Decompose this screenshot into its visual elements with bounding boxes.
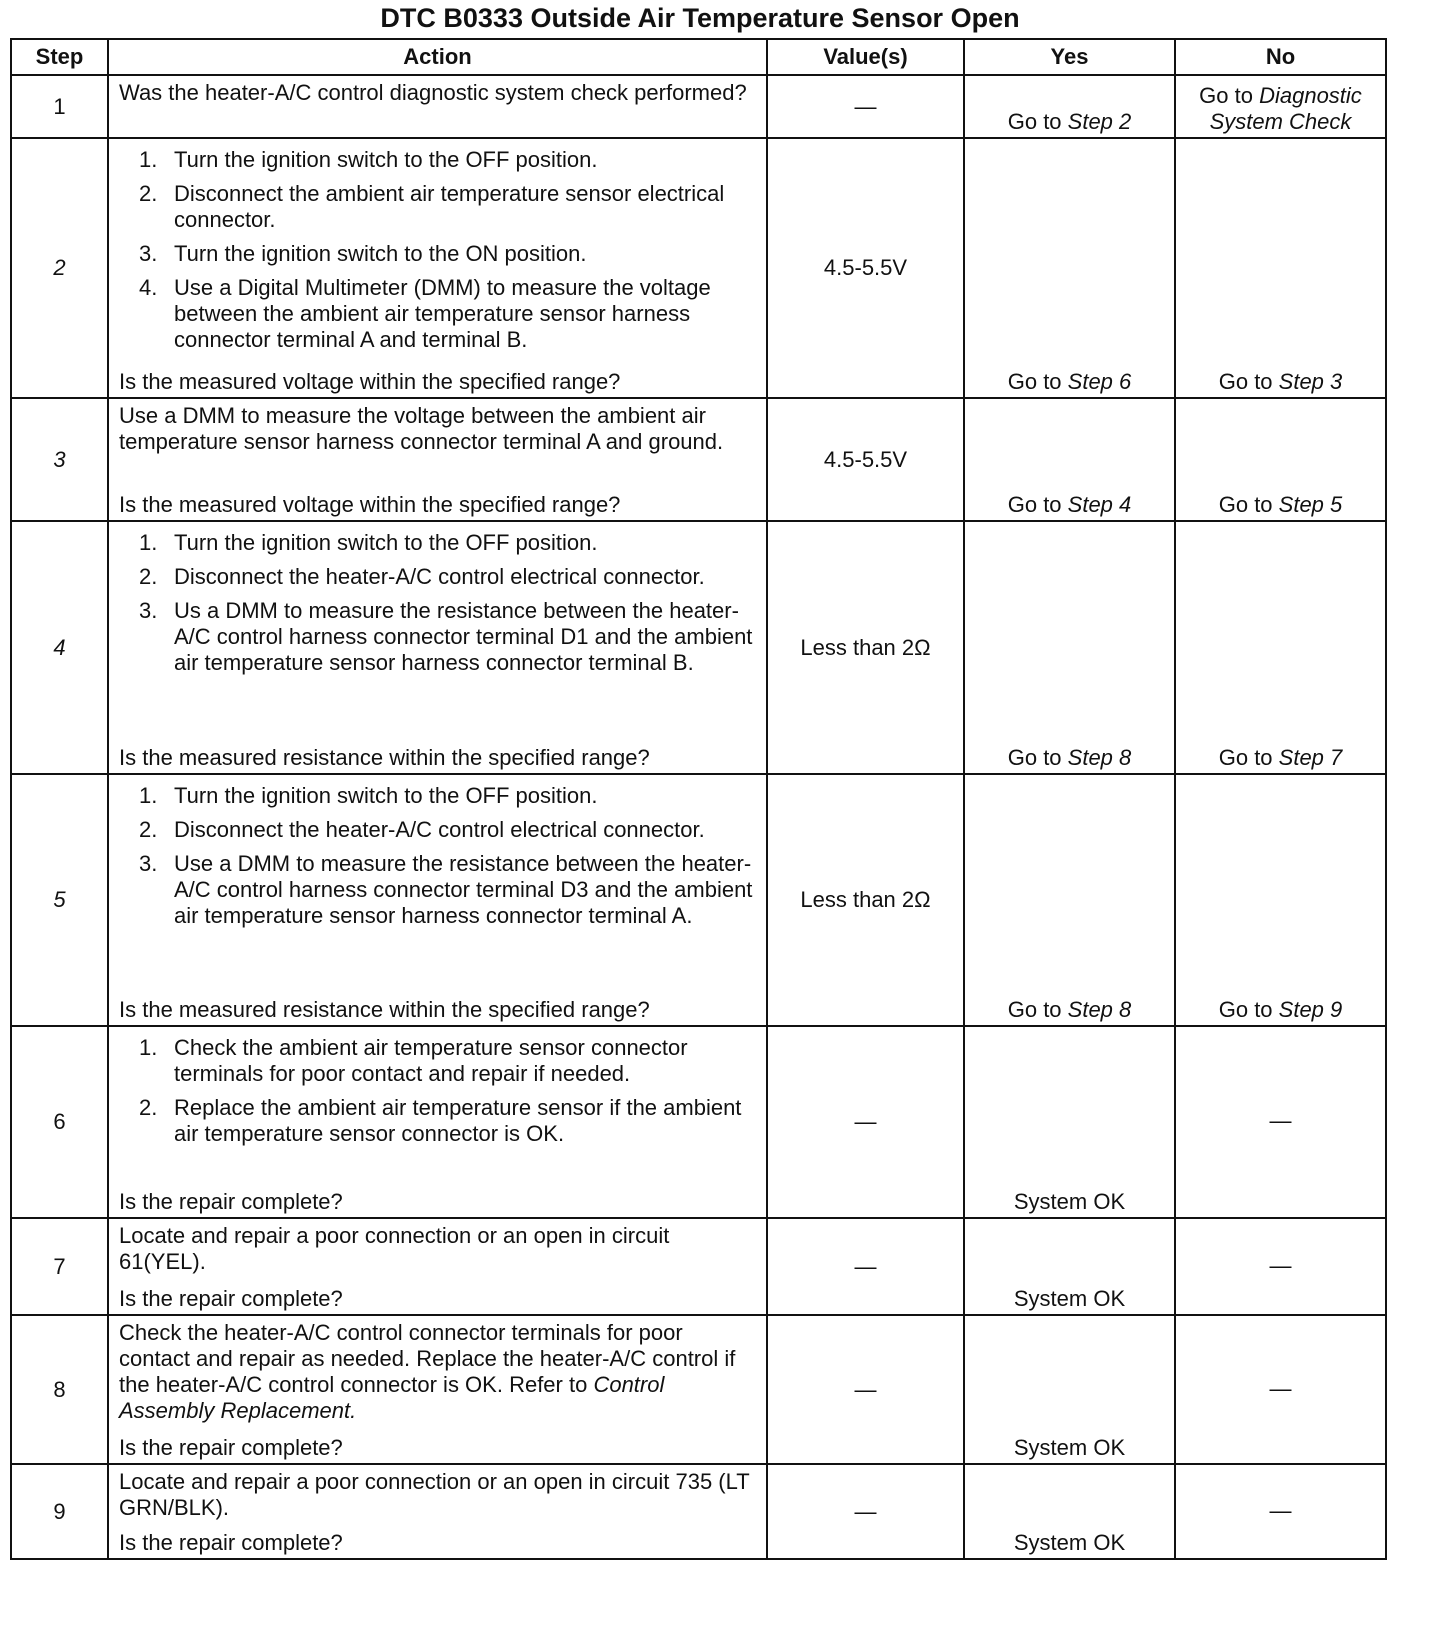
action-question: Is the measured voltage within the specified range? [119,369,621,394]
no-cell [1175,521,1386,774]
action-cell [108,75,767,138]
header-values: Value(s) [767,39,964,75]
no-text: Go to [1218,369,1279,394]
header-row [11,39,1386,75]
action-step-item [119,241,756,267]
item-number: 1. [139,147,158,172]
item-number: 4. [139,275,158,300]
item-text: Us a DMM to measure the resistance between the heater-A/C control harness connector terminal D1 and the ambient air temperature sensor harness connector terminal B. [174,598,753,675]
item-number: 2. [139,181,158,206]
no-text: — [1269,1375,1292,1401]
action-paragraph [119,1320,756,1424]
action-text: Use a DMM to measure the voltage between the ambient air temperature sensor harness connector terminal A and ground. [119,403,724,454]
no-text: — [1269,1497,1292,1523]
table-row [11,1026,1386,1218]
action-instructions [119,1031,756,1155]
action-cell [108,521,767,774]
no-text: — [1269,1252,1292,1278]
action-cell [108,1218,767,1315]
item-text: Turn the ignition switch to the ON position. [174,241,587,266]
action-step-item [119,817,756,843]
step-number: 2 [11,138,108,398]
action-text: Locate and repair a poor connection or an open in circuit 61(YEL). [119,1223,670,1274]
table-row [11,1464,1386,1559]
yes-cell [964,138,1175,398]
action-step-item [119,851,756,929]
action-content [119,403,756,518]
yes-reference[interactable]: Step 4 [1067,492,1132,517]
item-text: Replace the ambient air temperature sensor if the ambient air temperature sensor connector is OK. [174,1095,742,1146]
item-number: 2. [139,817,158,842]
action-content [119,143,756,395]
yes-cell [964,1026,1175,1218]
action-step-item [119,147,756,173]
table-row [11,138,1386,398]
yes-reference[interactable]: Step 6 [1067,369,1132,394]
action-question: Is the repair complete? [119,1530,343,1555]
action-text: Locate and repair a poor connection or an open in circuit 735 (LT GRN/BLK). [119,1469,750,1520]
yes-reference[interactable]: Step 2 [1067,109,1132,134]
action-content [119,80,756,135]
action-instructions [119,1223,756,1275]
action-step-item [119,1095,756,1147]
no-text: Go to [1199,83,1260,108]
header-no: No [1175,39,1386,75]
no-cell [1175,398,1386,521]
value-cell: Less than 2Ω [767,774,964,1026]
action-instructions [119,80,756,106]
no-cell [1175,138,1386,398]
no-reference[interactable]: Step 7 [1278,745,1343,770]
item-text: Check the ambient air temperature sensor connector terminals for poor contact and repair if needed. [174,1035,688,1086]
item-number: 1. [139,1035,158,1060]
action-paragraph [119,1469,756,1521]
value-cell: 4.5-5.5V [767,398,964,521]
action-reference: Control Assembly Replacement. [119,1372,665,1423]
no-reference[interactable]: Step 5 [1278,492,1343,517]
header-yes: Yes [964,39,1175,75]
table-row [11,75,1386,138]
action-cell [108,398,767,521]
step-number: 6 [11,1026,108,1218]
item-number: 2. [139,1095,158,1120]
action-content [119,1223,756,1312]
no-text: — [1269,1108,1292,1133]
yes-cell [964,398,1175,521]
yes-text: Go to [1007,109,1068,134]
no-cell [1175,774,1386,1026]
action-step-item [119,564,756,590]
step-number: 1 [11,75,108,138]
action-instructions [119,143,756,361]
item-text: Disconnect the ambient air temperature sensor electrical connector. [174,181,725,232]
action-content [119,1469,756,1556]
no-text: Go to [1218,492,1279,517]
table-row [11,521,1386,774]
item-text: Disconnect the heater-A/C control electrical connector. [174,564,705,589]
no-text: Go to [1218,745,1279,770]
yes-text: System OK [1013,1435,1126,1460]
item-text: Turn the ignition switch to the OFF position. [174,530,598,555]
item-text: Use a Digital Multimeter (DMM) to measure the voltage between the ambient air temperature sensor harness connector terminal A and terminal B. [174,275,711,352]
yes-text: System OK [1013,1189,1126,1214]
action-question: Is the repair complete? [119,1435,343,1460]
yes-cell [964,1464,1175,1559]
action-cell [108,138,767,398]
value-cell: — [767,1464,964,1559]
action-cell [108,1315,767,1464]
action-instructions [119,1320,756,1424]
value-cell: — [767,1218,964,1315]
item-number: 3. [139,851,158,876]
action-step-item [119,598,756,676]
yes-cell [964,1218,1175,1315]
action-text: Was the heater-A/C control diagnostic system check performed? [119,80,747,105]
action-content [119,526,756,771]
yes-text: System OK [1013,1530,1126,1555]
action-step-item [119,530,756,556]
item-text: Use a DMM to measure the resistance between the heater-A/C control harness connector terminal D3 and the ambient air temperature sensor harness connector terminal A. [174,851,753,928]
action-cell [108,774,767,1026]
no-cell [1175,1464,1386,1559]
table-row [11,1315,1386,1464]
action-instructions [119,526,756,684]
no-reference[interactable]: Step 9 [1278,997,1343,1022]
yes-text: System OK [1013,1286,1126,1311]
header-step: Step [11,39,108,75]
no-cell [1175,1218,1386,1315]
action-steps-list [119,783,756,929]
yes-cell [964,1315,1175,1464]
value-cell: Less than 2Ω [767,521,964,774]
step-number: 9 [11,1464,108,1559]
item-number: 3. [139,241,158,266]
action-step-item [119,1035,756,1087]
no-reference[interactable]: Diagnostic System Check [1209,83,1362,134]
no-cell [1175,1315,1386,1464]
step-number: 8 [11,1315,108,1464]
table-row [11,1218,1386,1315]
action-question: Is the repair complete? [119,1189,343,1214]
action-steps-list [119,1035,756,1147]
action-step-item [119,181,756,233]
action-question: Is the repair complete? [119,1286,343,1311]
action-content [119,1031,756,1215]
item-number: 2. [139,564,158,589]
yes-cell [964,75,1175,138]
diagnostic-table [10,38,1387,1560]
action-instructions [119,779,756,937]
yes-text: Go to [1007,997,1068,1022]
yes-reference[interactable]: Step 8 [1067,745,1132,770]
no-cell [1175,75,1386,138]
yes-cell [964,774,1175,1026]
step-number: 7 [11,1218,108,1315]
value-cell: 4.5-5.5V [767,138,964,398]
action-cell [108,1026,767,1218]
action-paragraph [119,80,756,106]
action-content [119,779,756,1023]
action-content [119,1320,756,1461]
yes-text: Go to [1007,492,1068,517]
no-text: Go to [1218,997,1279,1022]
yes-reference[interactable]: Step 8 [1067,997,1132,1022]
value-cell: — [767,75,964,138]
page-title: DTC B0333 Outside Air Temperature Sensor Open [380,3,1020,33]
item-text: Turn the ignition switch to the OFF position. [174,147,598,172]
action-question: Is the measured voltage within the specified range? [119,492,621,517]
header-action: Action [108,39,767,75]
item-number: 1. [139,530,158,555]
action-question: Is the measured resistance within the specified range? [119,745,650,770]
action-step-item [119,275,756,353]
yes-text: Go to [1007,745,1068,770]
yes-text: Go to [1007,369,1068,394]
yes-cell [964,521,1175,774]
action-paragraph [119,1223,756,1275]
action-text: Check the heater-A/C control connector terminals for poor contact and repair as needed. Replace the heater-A/C control if the heater-A/C control connector is OK. Refer to [119,1320,736,1397]
value-cell: — [767,1026,964,1218]
item-number: 3. [139,598,158,623]
item-number: 1. [139,783,158,808]
table-row [11,398,1386,521]
action-steps-list [119,530,756,676]
no-reference[interactable]: Step 3 [1278,369,1343,394]
action-cell [108,1464,767,1559]
no-cell [1175,1026,1386,1218]
action-steps-list [119,147,756,353]
item-text: Turn the ignition switch to the OFF position. [174,783,598,808]
action-step-item [119,783,756,809]
action-instructions [119,1469,756,1521]
step-number: 3 [11,398,108,521]
value-cell: — [767,1315,964,1464]
item-text: Disconnect the heater-A/C control electrical connector. [174,817,705,842]
action-question: Is the measured resistance within the specified range? [119,997,650,1022]
action-instructions [119,403,756,455]
table-row [11,774,1386,1026]
step-number: 5 [11,774,108,1026]
action-paragraph [119,403,756,455]
step-number: 4 [11,521,108,774]
